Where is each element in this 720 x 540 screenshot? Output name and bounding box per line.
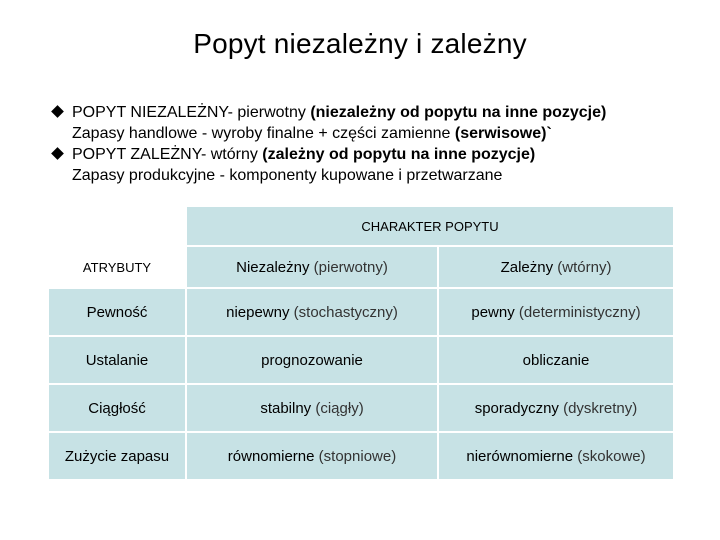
bullet-sub-text: Zapasy handlowe - wyroby finalne + części zamienne bbox=[72, 125, 451, 142]
cell-main: prognozowanie bbox=[261, 351, 363, 369]
table-attr-header: ATRYBUTY bbox=[82, 259, 152, 275]
bullet-sub-bold: (serwisowe)` bbox=[454, 125, 552, 142]
table-cell bbox=[186, 288, 438, 336]
bullet-main-bold: (niezależny od popytu na inne pozycje) bbox=[310, 104, 607, 121]
cell-main: nierównomierne bbox=[466, 447, 574, 465]
diamond-bullet-icon bbox=[51, 105, 64, 118]
table-group-header: CHARAKTER POPYTU bbox=[186, 206, 674, 246]
col-header-main: Niezależny bbox=[236, 258, 310, 276]
table-cell bbox=[438, 384, 674, 432]
cell-main: równomierne bbox=[227, 447, 315, 465]
table-row-attr: Pewność bbox=[48, 288, 186, 336]
bullet-sub-line bbox=[50, 165, 710, 186]
table-cell bbox=[186, 384, 438, 432]
table-cell bbox=[438, 336, 674, 384]
table-cell bbox=[186, 432, 438, 480]
table-col-header-independent bbox=[186, 246, 438, 288]
bullet-main-bold: (zależny od popytu na inne pozycje) bbox=[262, 146, 536, 163]
diamond-bullet-icon bbox=[51, 147, 64, 160]
cell-main: stabilny bbox=[260, 399, 312, 417]
bullet-item-independent bbox=[50, 102, 710, 123]
bullet-item-dependent bbox=[50, 144, 710, 165]
cell-main: niepewny bbox=[226, 303, 290, 321]
table-cell bbox=[438, 432, 674, 480]
cell-main: sporadyczny bbox=[474, 399, 559, 417]
cell-paren: (stopniowe) bbox=[318, 447, 397, 465]
bullet-sub-text: Zapasy produkcyjne - komponenty kupowane i przetwarzane bbox=[72, 167, 503, 184]
table-row-attr: Ciągłość bbox=[48, 384, 186, 432]
bullet-main-text: POPYT NIEZALEŻNY- pierwotny bbox=[72, 104, 306, 121]
bullet-sub-line bbox=[50, 123, 710, 144]
col-header-paren: (pierwotny) bbox=[313, 258, 388, 276]
col-header-main: Zależny bbox=[500, 258, 554, 276]
cell-main: pewny bbox=[471, 303, 515, 321]
cell-paren: (stochastyczny) bbox=[293, 303, 398, 321]
cell-paren: (skokowe) bbox=[577, 447, 646, 465]
table-cell bbox=[438, 288, 674, 336]
table-row-attr: Ustalanie bbox=[48, 336, 186, 384]
table-row-attr: Zużycie zapasu bbox=[48, 432, 186, 480]
table-cell bbox=[186, 336, 438, 384]
page-title: Popyt niezależny i zależny bbox=[193, 28, 527, 59]
bullet-main-text: POPYT ZALEŻNY- wtórny bbox=[72, 146, 258, 163]
cell-main: obliczanie bbox=[522, 351, 590, 369]
cell-paren: (deterministyczny) bbox=[518, 303, 641, 321]
bullet-list bbox=[50, 102, 710, 186]
cell-paren: (ciągły) bbox=[315, 399, 364, 417]
cell-paren: (dyskretny) bbox=[563, 399, 638, 417]
table-col-header-dependent bbox=[438, 246, 674, 288]
col-header-paren: (wtórny) bbox=[557, 258, 612, 276]
